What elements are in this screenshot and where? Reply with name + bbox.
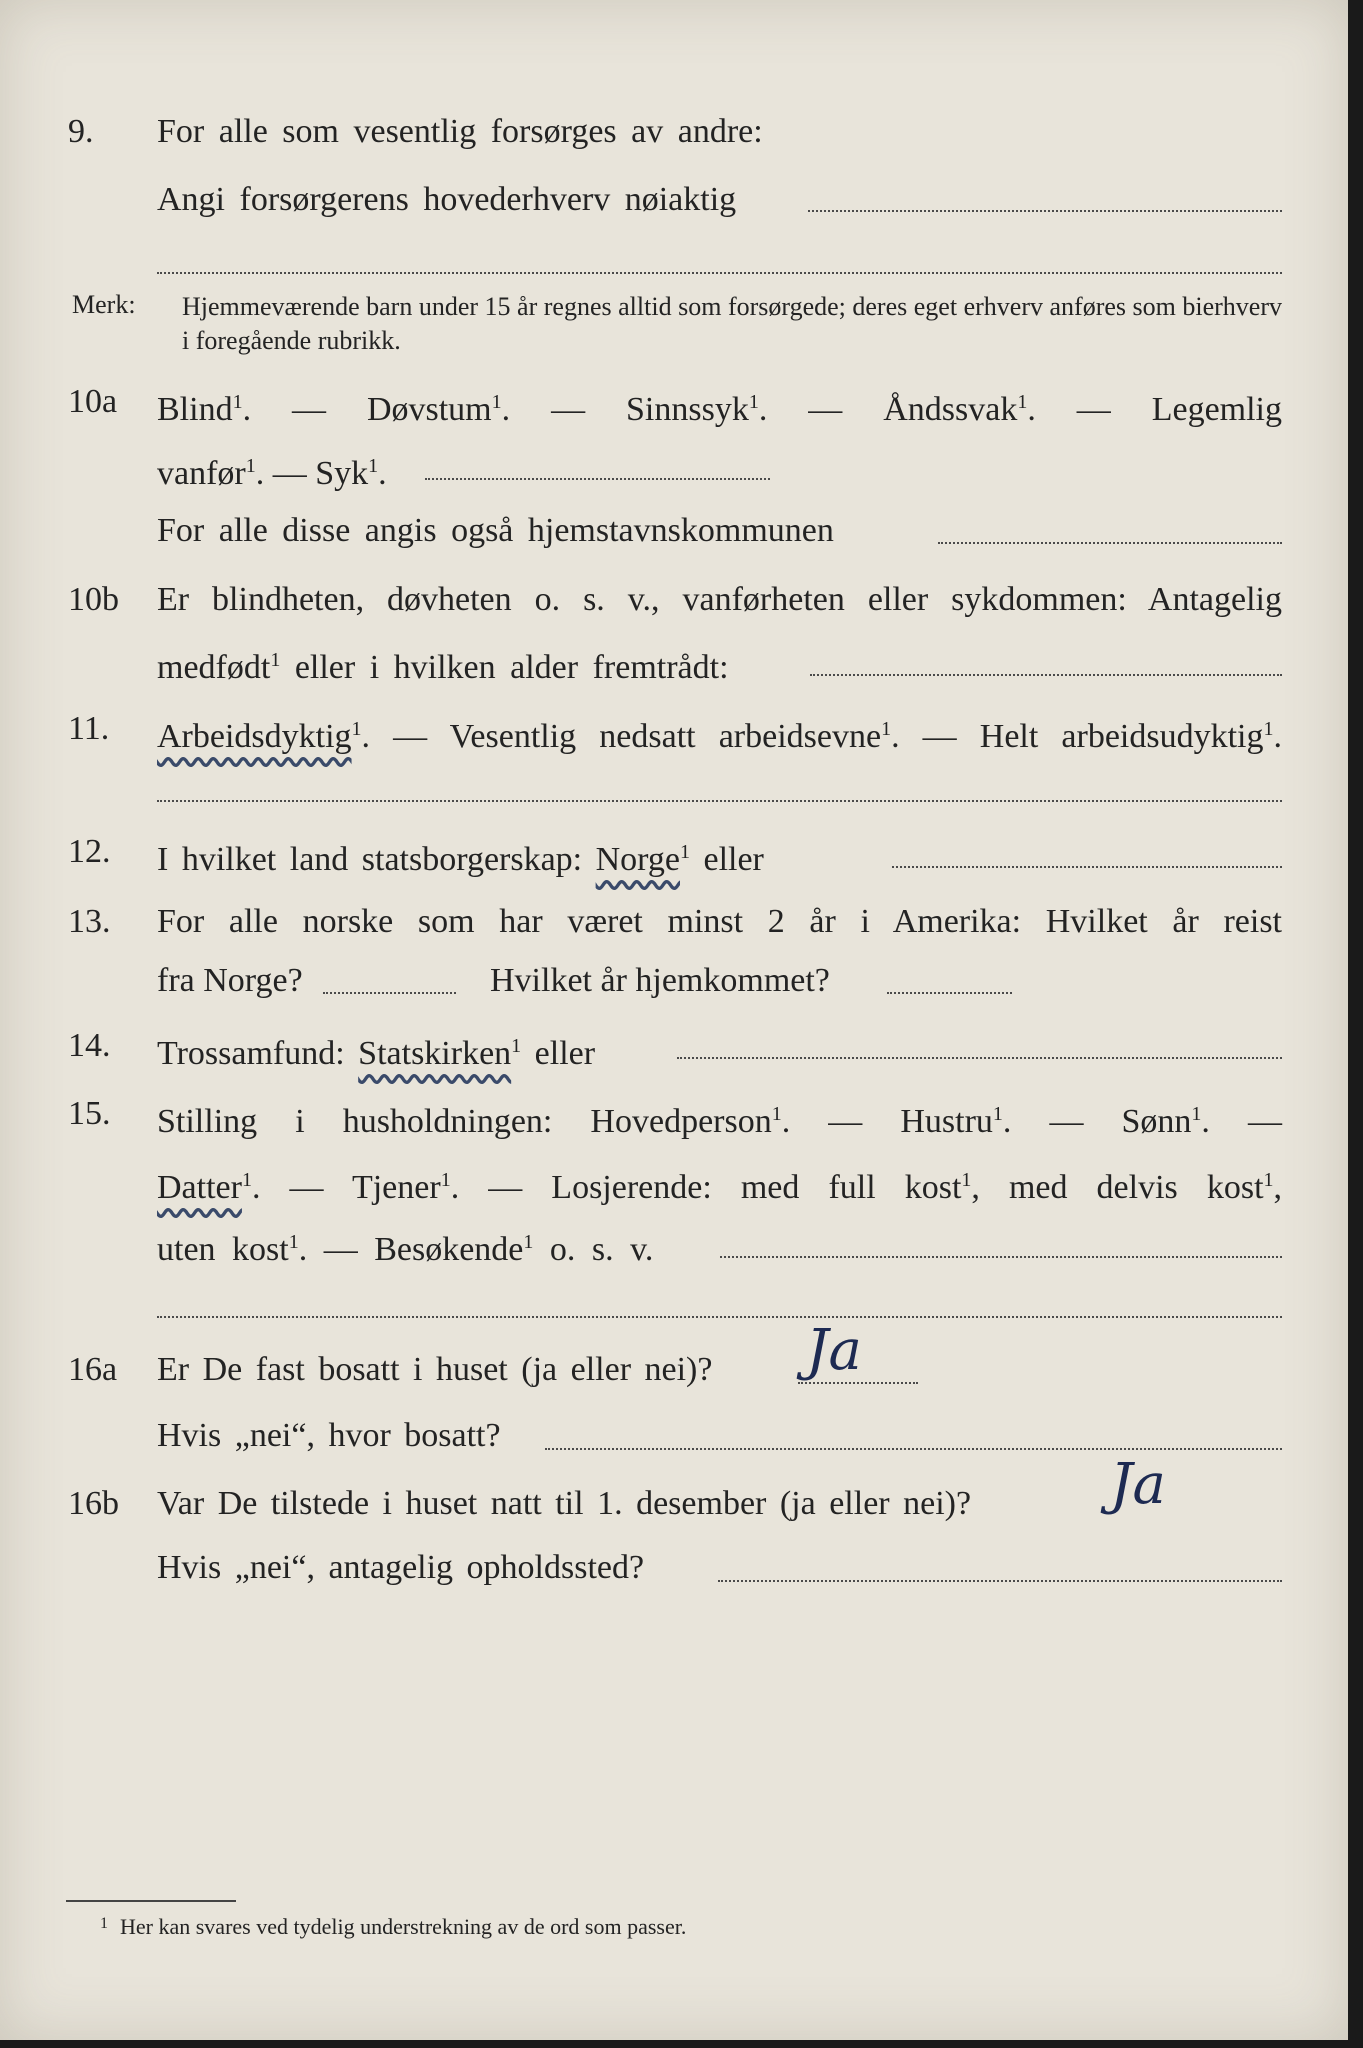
- question-text: Stilling i husholdningen: Hovedperson$^1$. — Hustru$^1$. — Sønn$^1$. —: [157, 1103, 1282, 1140]
- question-13: [0, 896, 1348, 948]
- answer-line[interactable]: [323, 992, 456, 994]
- question-16b-line-2: [0, 1542, 1348, 1594]
- answer-line[interactable]: [425, 478, 770, 480]
- question-14: [0, 1020, 1348, 1072]
- question-text: vanfør$^1$. — Syk$^1$.: [157, 455, 387, 492]
- answer-line[interactable]: [938, 542, 1282, 544]
- question-text: I hvilket land statsborgerskap: Norge$^1$ eller: [157, 841, 764, 878]
- question-text: For alle norske som har været minst 2 år i Amerika: Hvilket år reist: [157, 903, 1282, 940]
- question-number: 10b: [68, 581, 119, 618]
- question-10a-line-3: [0, 505, 1348, 557]
- question-text: Var De tilstede i huset natt til 1. desember (ja eller nei)?: [157, 1485, 972, 1522]
- question-text: Trossamfund: Statskirken$^1$ eller: [157, 1035, 596, 1072]
- question-number: 11.: [68, 710, 110, 747]
- handwritten-answer: Ja: [1110, 1452, 1166, 1517]
- underlined-answer: Norge: [595, 841, 680, 878]
- question-text: Angi forsørgerens hovederhverv nøiaktig: [157, 181, 737, 218]
- question-15: [0, 1088, 1348, 1140]
- question-text: Hvis „nei“, antagelig opholdssted?: [157, 1549, 645, 1586]
- note-text: Hjemmeværende barn under 15 år regnes alltid som forsørgede; deres eget erhverv anføres som bierhverv i foregående rubrikk.: [182, 292, 1282, 355]
- question-text: For alle disse angis også hjemstavnskommunen: [157, 512, 834, 549]
- answer-line[interactable]: [887, 992, 1012, 994]
- footnote-text: Her kan svares ved tydelig understrekning av de ord som passer.: [120, 1914, 687, 1939]
- question-text: For alle som vesentlig forsørges av andre:: [157, 113, 763, 150]
- handwritten-answer: Ja: [806, 1318, 862, 1383]
- answer-line[interactable]: [545, 1448, 1282, 1450]
- question-10a: [0, 376, 1348, 428]
- question-number: 14.: [68, 1027, 111, 1064]
- question-number: 9.: [68, 113, 94, 150]
- question-number: 16a: [68, 1351, 118, 1388]
- underlined-answer: Datter: [157, 1169, 242, 1206]
- question-16a: [0, 1344, 1348, 1396]
- answer-line[interactable]: [718, 1580, 1282, 1582]
- answer-line[interactable]: [810, 674, 1282, 676]
- answer-line[interactable]: [157, 272, 1282, 274]
- underlined-answer: Statskirken: [358, 1035, 512, 1072]
- answer-line[interactable]: [677, 1057, 1282, 1059]
- note-label: Merk:: [72, 290, 136, 319]
- question-text: Arbeidsdyktig$^1$. — Vesentlig nedsatt arbeidsevne$^1$. — Helt arbeidsudyktig$^1$.: [157, 718, 1282, 755]
- question-13-line-2: [0, 955, 1348, 1007]
- question-text: Datter$^1$. — Tjener$^1$. — Losjerende: med full kost$^1$, med delvis kost$^1$,: [157, 1169, 1283, 1206]
- question-text: Blind$^1$. — Døvstum$^1$. — Sinnssyk$^1$. — Åndssvak$^1$. — Legemlig: [157, 391, 1282, 428]
- question-number: 16b: [68, 1485, 119, 1522]
- question-11: [0, 703, 1348, 755]
- footnote: [100, 1910, 686, 1941]
- question-10b-line-2: [0, 634, 1348, 686]
- question-10b: [0, 574, 1348, 626]
- answer-line[interactable]: [892, 866, 1282, 868]
- footnote-rule: [66, 1900, 236, 1902]
- question-10a-line-2: [0, 440, 1348, 492]
- question-text: Hvis „nei“, hvor bosatt?: [157, 1417, 501, 1454]
- answer-line[interactable]: [157, 1316, 1282, 1318]
- question-9-line-2: [0, 174, 1348, 226]
- question-text: medfødt$^1$ eller i hvilken alder fremtrådt:: [157, 649, 729, 686]
- question-text: Hvilket år hjemkommet?: [490, 962, 830, 999]
- question-number: 12.: [68, 833, 111, 870]
- answer-line[interactable]: [720, 1256, 1282, 1258]
- question-9: [0, 106, 1348, 158]
- question-text: Er De fast bosatt i huset (ja eller nei)?: [157, 1351, 713, 1388]
- underlined-answer: Arbeidsdyktig: [157, 718, 352, 755]
- answer-line[interactable]: [808, 210, 1282, 212]
- question-text: fra Norge?: [157, 962, 303, 999]
- question-15-line-3: [0, 1216, 1348, 1268]
- question-12: [0, 826, 1348, 878]
- question-number: 13.: [68, 903, 111, 940]
- question-text: Er blindheten, døvheten o. s. v., vanførheten eller sykdommen: Antagelig: [157, 581, 1282, 618]
- question-number: 15.: [68, 1095, 111, 1132]
- footnote-marker: 1: [100, 1915, 108, 1932]
- question-number: 10a: [68, 383, 118, 420]
- answer-line[interactable]: [157, 800, 1282, 802]
- question-text: uten kost$^1$. — Besøkende$^1$ o. s. v.: [157, 1231, 654, 1268]
- question-15-line-2: [0, 1154, 1348, 1206]
